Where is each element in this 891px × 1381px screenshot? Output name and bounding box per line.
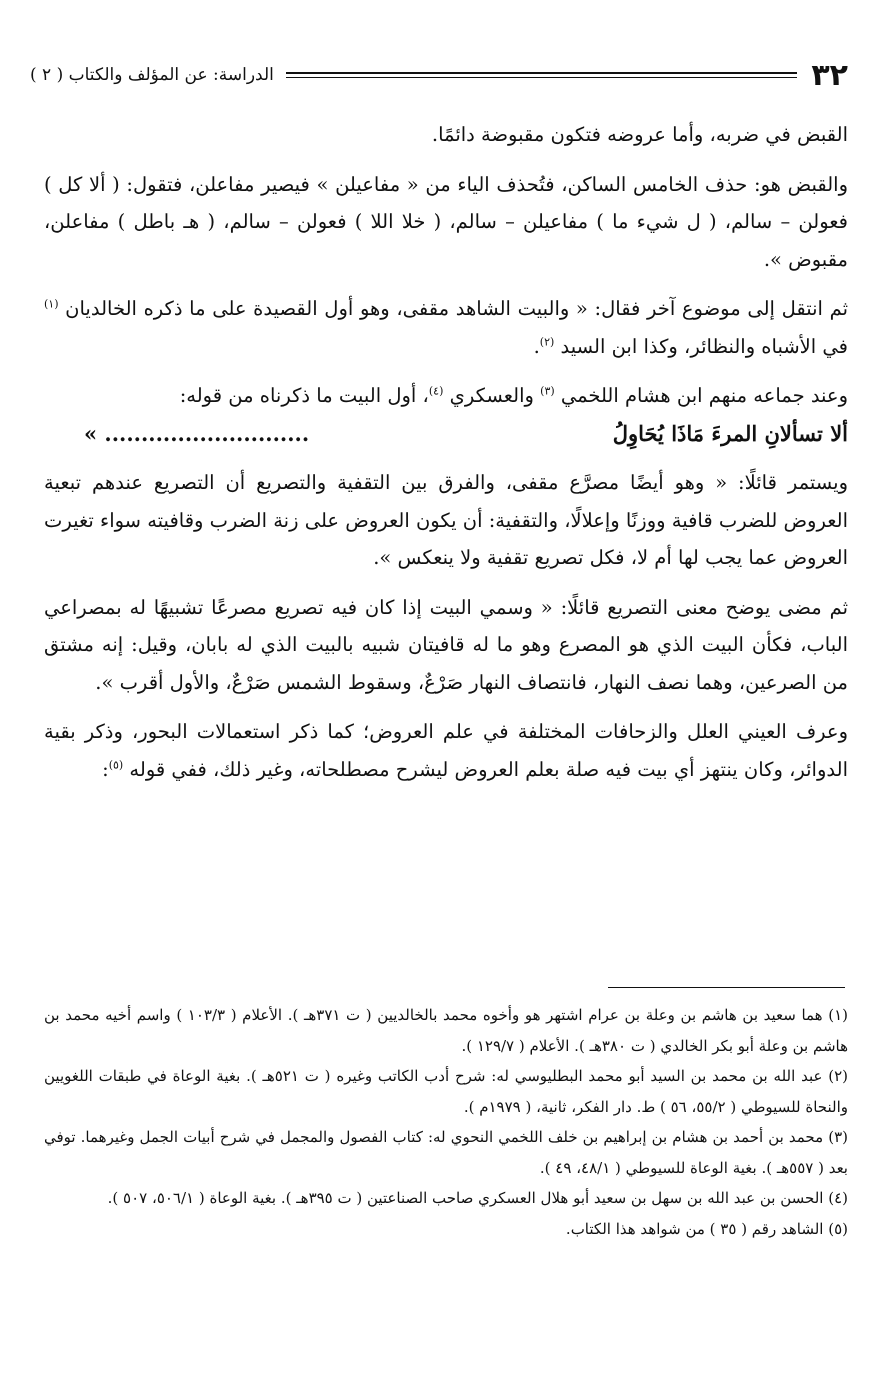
- paragraph-3-text-c: .: [533, 334, 540, 358]
- footnote-separator: [608, 987, 845, 988]
- paragraph-4-text-a: وعند جماعه منهم ابن هشام اللخمي: [560, 384, 848, 407]
- paragraph-6: ثم مضى يوضح معنى التصريع قائلًا: « وسمي البيت إذا كان فيه تصريع مصرعًا تشبيهًا له بمصراعي الباب، فكأن البيت الذي هو المصرع وهو ما له قافيتان شبيه بالبيت الذي له بابان، وقيل: إنه مشتق من الصرعين، وهما نصف النهار، فانتصاف النهار صَرْعٌ، وسقوط الشمس صَرْعٌ، والأول أقرب ».: [44, 595, 848, 694]
- paragraph-7-text-b: :: [102, 757, 109, 781]
- footnote-ref-2[interactable]: (٢): [539, 335, 555, 348]
- running-title: الدراسة: عن المؤلف والكتاب ( ٢ ): [30, 65, 274, 85]
- footnote-ref-5[interactable]: (٥): [108, 758, 124, 771]
- verse-ellipsis: ............................ »: [84, 420, 310, 446]
- paragraph-3-text-b: في الأشباه والنظائر، وكذا ابن السيد: [560, 334, 848, 358]
- paragraph-3: [44, 290, 848, 365]
- paragraph-2: والقبض هو: حذف الخامس الساكن، فتُحذف الياء من « مفاعيلن » فيصير مفاعلن، فتقول: ( ألا كل ) فعولن – سالم، ( ل شيء ما ) مفاعيلن – سالم، ( خلا اللا ) فعولن – سالم، ( هـ باطل ) مفاعلن، مقبوض ».: [44, 172, 848, 271]
- paragraph-4-text-b: والعسكري: [449, 384, 534, 407]
- main-text: [44, 116, 848, 788]
- paragraph-4-text-c: ، أول البيت ما ذكرناه من قوله:: [179, 384, 429, 407]
- header-rule: [286, 72, 798, 78]
- paragraph-3-text-a: ثم انتقل إلى موضوع آخر فقال: « والبيت الشاهد مقفى، وهو أول القصيدة على ما ذكره الخالديان: [65, 297, 849, 320]
- page-header: [30, 58, 848, 92]
- paragraph-1: القبض في ضربه، وأما عروضه فتكون مقبوضة دائمًا.: [431, 123, 848, 146]
- paragraph-4: [44, 377, 848, 415]
- page-number: ٣٢: [811, 57, 848, 93]
- footnote-1: (١) هما سعيد بن هاشم بن وعلة بن عرام اشتهر هو وأخوه محمد بالخالديين ( ت ٣٧١هـ ). الأعلام ( ١٠٣/٣ ) واسم أخيه محمد بن هاشم بن وعلة أبو بكر الخالدي ( ت ٣٨٠هـ ). الأعلام ( ١٢٩/٧ ).: [44, 1006, 848, 1055]
- paragraph-7: [44, 713, 848, 788]
- footnote-4: (٤) الحسن بن عبد الله بن سهل بن سعيد أبو هلال العسكري صاحب الصناعتين ( ت ٣٩٥هـ ). بغية الوعاة ( ٥٠٦/١، ٥٠٧ ).: [107, 1189, 848, 1207]
- footnotes: [44, 1000, 848, 1244]
- paragraph-5: ويستمر قائلًا: « وهو أيضًا مصرَّع مقفى، والفرق بين التقفية والتصريع أن التصريع عندهم تبعية العروض للضرب قافية ووزنًا وإعلالًا، والتقفية: أن يكون العروض على زنة الضرب وقافيته سواء تغيرت العروض عما يجب لها أم لا، فكل تصريع تقفية ولا ينعكس ».: [43, 471, 848, 569]
- footnote-3: (٣) محمد بن أحمد بن هشام بن إبراهيم بن خلف اللخمي النحوي له: كتاب الفصول والمجمل في شرح أبيات الجمل وغيرهما. توفي بعد ( ٥٥٧هـ ). بغية الوعاة للسيوطي ( ٤٨/١، ٤٩ ).: [44, 1128, 848, 1177]
- footnote-ref-4[interactable]: (٤): [428, 384, 444, 398]
- footnote-2: (٢) عبد الله بن محمد بن السيد أبو محمد البطليوسي له: شرح أدب الكاتب وغيره ( ت ٥٢١هـ ). بغية الوعاة في طبقات اللغويين والنحاة للسيوطي ( ٥٥/٢، ٥٦ ) ط. دار الفكر، ثانية، ( ١٩٧٩م ).: [44, 1067, 848, 1116]
- footnote-ref-3[interactable]: (٣): [540, 384, 555, 398]
- footnote-5: (٥) الشاهد رقم ( ٣٥ ) من شواهد هذا الكتاب.: [565, 1219, 848, 1238]
- paragraph-7-text-a: وعرف العيني العلل والزحافات المختلفة في علم العروض؛ كما ذكر استعمالات البحور، وذكر بقية الدوائر، وكان ينتهز أي بيت فيه صلة بعلم العروض ليشرح مصطلحاته، وغير ذلك، ففي قوله: [44, 720, 848, 781]
- verse-text: ألا تسألانِ المرءَ مَاذَا يُحَاوِلُ: [612, 420, 848, 446]
- verse-line: [44, 415, 848, 453]
- footnote-ref-1[interactable]: (١): [44, 297, 59, 311]
